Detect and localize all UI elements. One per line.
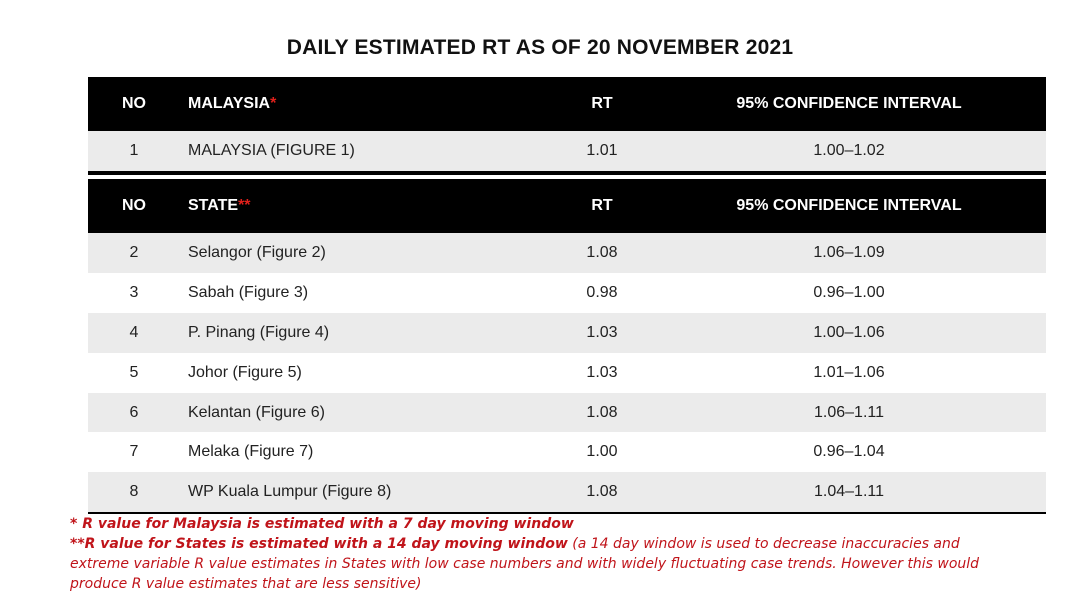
row-no: 2 bbox=[129, 244, 139, 261]
row-no: 7 bbox=[129, 443, 139, 460]
row-ci: 1.00–1.02 bbox=[813, 142, 885, 159]
row-rt: 1.01 bbox=[586, 142, 618, 159]
header-state bbox=[180, 197, 552, 215]
row-ci: 0.96–1.04 bbox=[813, 443, 885, 460]
row-ci: 1.04–1.11 bbox=[814, 483, 884, 500]
footnote-malaysia-text: * R value for Malaysia is estimated with a 7 day moving window bbox=[70, 516, 574, 532]
row-name: MALAYSIA (FIGURE 1) bbox=[188, 142, 355, 159]
row-no: 6 bbox=[129, 403, 139, 421]
row-ci: 1.01–1.06 bbox=[813, 364, 885, 381]
row-rt: 1.08 bbox=[586, 483, 618, 500]
row-no: 1 bbox=[129, 142, 139, 159]
row-ci: 0.96–1.00 bbox=[813, 284, 885, 301]
table-row bbox=[88, 432, 1046, 472]
row-no: 4 bbox=[129, 324, 139, 341]
row-name: WP Kuala Lumpur (Figure 8) bbox=[188, 483, 392, 500]
row-no: 5 bbox=[129, 364, 139, 381]
malaysia-table-header bbox=[88, 77, 1046, 131]
footnote-states bbox=[70, 534, 1020, 594]
header-state-label: STATE bbox=[188, 197, 239, 214]
table-row bbox=[88, 393, 1046, 432]
header-malaysia-label: MALAYSIA bbox=[188, 95, 271, 112]
row-rt: 0.98 bbox=[586, 284, 618, 301]
state-table bbox=[88, 179, 1046, 514]
table-divider bbox=[88, 171, 1046, 175]
row-rt: 1.08 bbox=[586, 244, 618, 261]
header-rt: RT bbox=[591, 95, 613, 112]
header-malaysia-asterisk: * bbox=[270, 95, 277, 112]
row-no: 8 bbox=[129, 483, 139, 500]
row-name: Sabah (Figure 3) bbox=[188, 284, 309, 301]
row-rt: 1.03 bbox=[586, 324, 618, 341]
row-name: Kelantan (Figure 6) bbox=[188, 403, 325, 421]
header-confidence-interval: 95% CONFIDENCE INTERVAL bbox=[736, 95, 962, 112]
header-state-asterisk: ** bbox=[238, 197, 251, 214]
row-ci: 1.06–1.09 bbox=[813, 244, 885, 261]
table-row bbox=[88, 313, 1046, 353]
row-rt: 1.08 bbox=[586, 403, 618, 421]
header-no: NO bbox=[122, 197, 146, 214]
footnotes bbox=[70, 514, 1020, 594]
row-rt: 1.00 bbox=[586, 443, 618, 460]
table-row bbox=[88, 353, 1046, 393]
state-table-header bbox=[88, 179, 1046, 233]
malaysia-table bbox=[88, 77, 1046, 175]
row-ci: 1.06–1.11 bbox=[814, 403, 884, 421]
header-rt: RT bbox=[591, 197, 613, 214]
header-malaysia bbox=[180, 95, 552, 113]
table-row bbox=[88, 273, 1046, 313]
header-no: NO bbox=[122, 95, 146, 112]
footnote-malaysia bbox=[70, 514, 1020, 534]
row-rt: 1.03 bbox=[586, 364, 618, 381]
row-name: Selangor (Figure 2) bbox=[188, 244, 326, 261]
row-name: Johor (Figure 5) bbox=[188, 364, 302, 381]
table-row bbox=[88, 472, 1046, 512]
row-name: Melaka (Figure 7) bbox=[188, 443, 314, 460]
row-name: P. Pinang (Figure 4) bbox=[188, 324, 330, 341]
header-confidence-interval: 95% CONFIDENCE INTERVAL bbox=[736, 197, 962, 214]
footnote-states-bold: **R value for States is estimated with a 14 day moving window bbox=[70, 536, 568, 552]
table-row bbox=[88, 233, 1046, 273]
row-ci: 1.00–1.06 bbox=[813, 324, 885, 341]
row-no: 3 bbox=[129, 284, 139, 301]
page-title: DAILY ESTIMATED RT AS OF 20 NOVEMBER 2021 bbox=[286, 36, 794, 59]
footnote-states-detail: (a 14 day window is used to decrease inaccuracies and extreme variable R value estimates in States with low case numbers and with widely fluctuating case trends. However this would produce R value estimates that are less sensitive) bbox=[70, 536, 980, 592]
table-row bbox=[88, 131, 1046, 171]
